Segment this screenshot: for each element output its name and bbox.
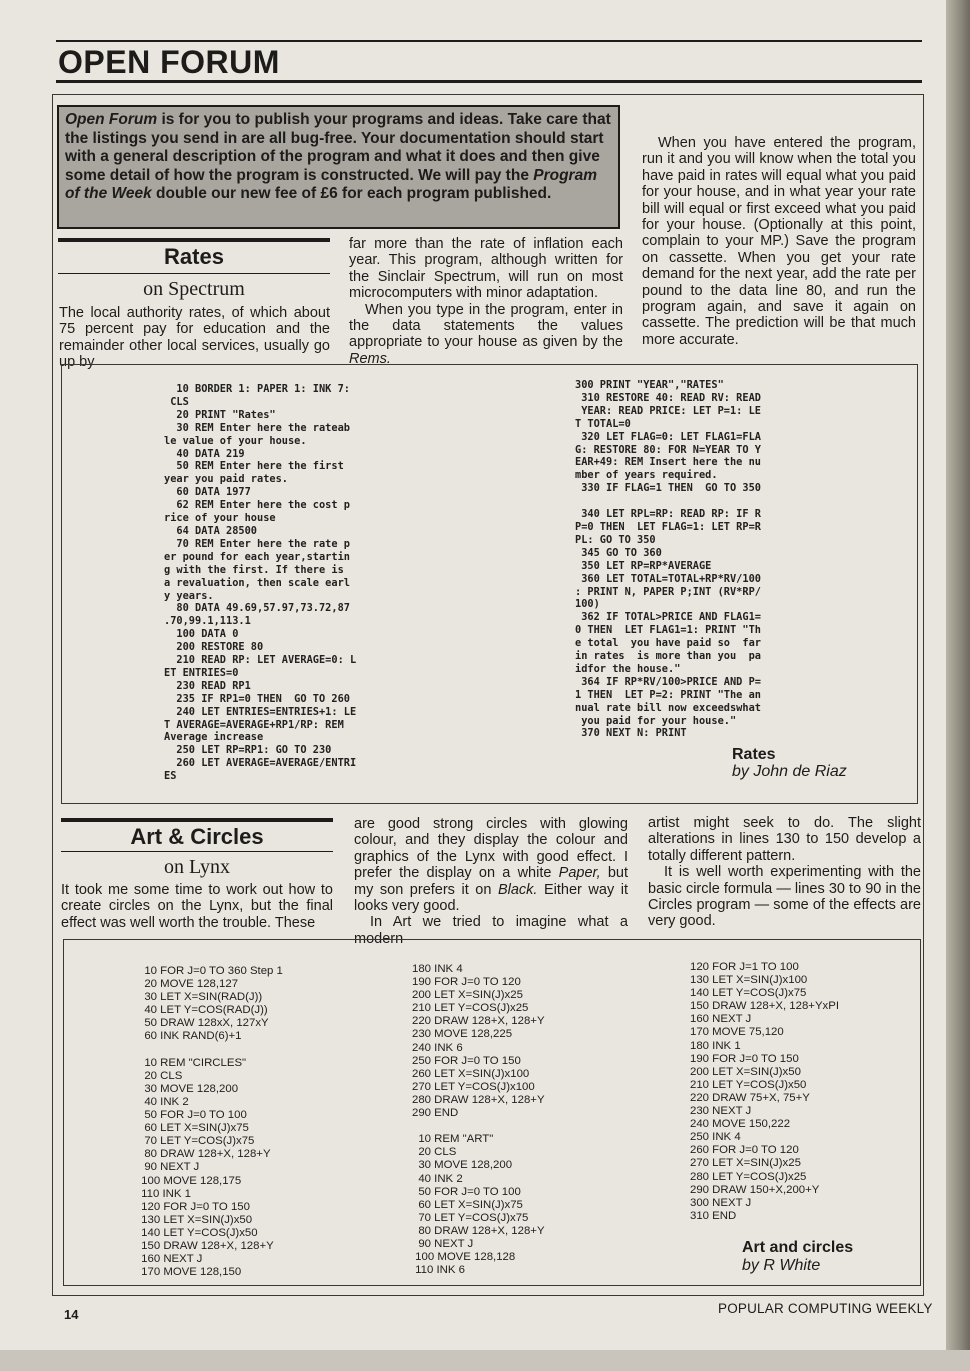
rates-listing-left: 10 BORDER 1: PAPER 1: INK 7: CLS 20 PRINT "Rates" 30 REM Enter here the rateab le value of your house. 40 DATA 219 50 REM Enter here the first year you paid rates. 60 DATA 1977 62 REM Enter here the cost p rice of your house 64 DATA 28500 70 REM Enter here the rate p er pound for each year,startin g with the first. If there is a revaluation, then scale earl y years. 80 DATA 49.69,57.97,73.72,87 .70,99.1,113.1 100 DATA 0 200 RESTORE 80 210 READ RP: LET AVERAGE=0: L ET ENTRIES=0 230 READ RP1 235 IF RP1=0 THEN GO TO 260 240 LET ENTRIES=ENTRIES+1: LE T AVERAGE=AVERAGE+RP1/RP: REM Average increase 250 LET RP=RP1: GO TO 230 260 LET AVERAGE=AVERAGE/ENTRI ES: [164, 383, 357, 783]
intro-lead: Open Forum: [65, 111, 158, 128]
page-bottom-edge: [0, 1350, 970, 1371]
art-col2-p1c: Either way it looks very good.: [354, 881, 629, 915]
header-rule: [56, 80, 922, 83]
intro-text-b: double our new fee of £6 for each program published.: [151, 185, 552, 202]
art-listing-col2: 180 INK 4 190 FOR J=0 TO 120 200 LET X=SIN(J)x25 210 LET Y=COS(J)x25 220 DRAW 128+X, 128+Y 230 MOVE 128,225 240 INK 6 250 FOR J=0 TO 150 260 LET X=SIN(J)x100 270 LET Y=COS(J)x100 280 DRAW 128+X, 128+Y 290 END 10 REM "ART" 20 CLS 30 MOVE 128,200 40 INK 2 50 FOR J=0 TO 100 60 LET X=SIN(J)x75 70 LET Y=COS(J)x75 80 DRAW 128+X, 128+Y 90 NEXT J 100 MOVE 128,128 110 INK 6: [412, 963, 545, 1277]
art-column-3: [648, 815, 921, 930]
art-col3-p2: It is well worth experimenting with the basic circle formula — lines 30 to 90 in the Circles program — some of the effects are very good.: [648, 864, 921, 930]
art-heading-rule: [61, 818, 333, 822]
art-col3-p1: artist might seek to do. The slight alterations in lines 130 to 150 develop a totally different pattern.: [648, 815, 921, 864]
art-credit-author: by R White: [742, 1257, 821, 1274]
binding-edge: [946, 0, 970, 1371]
art-title-rule: [61, 851, 333, 852]
art-col2-paper: Paper,: [558, 865, 601, 882]
rates-col2-rems: Rems.: [349, 350, 391, 367]
rates-col2-p2: When you type in the program, enter in the data statements the values appropriate to your house as given by the: [349, 301, 623, 351]
intro-text-a: is for you to publish your programs and ideas. Take care that the listings you send in are all bug-free. Your documentation should start with a general description of the program and what it does and then give some detail of how the program is constructed. We will pay the: [65, 111, 611, 184]
top-rule: [56, 40, 922, 42]
rates-col3-text: When you have entered the program, run it and you will know when the total you have paid in rates will equal what you paid for your house, and in what year your rate bill will equal or first exceed what you paid for your house. (Optionally at this point, complain to your MP.) Save the program on cassette. When you get your rate demand for the next year, add the rate per pound to the data line 80, and run the program again, and save it again on cassette. The prediction will be that much more accurate.: [642, 135, 916, 348]
art-col2-p2: In Art we tried to imagine what a modern: [354, 914, 628, 947]
intro-text: [65, 111, 615, 204]
art-column-2: [354, 816, 628, 947]
art-col2-p1b: but my son prefers it on: [354, 865, 628, 898]
rates-column-2: [349, 236, 623, 367]
page-title: OPEN FORUM: [58, 44, 280, 80]
art-listing-col1: 10 FOR J=0 TO 360 Step 1 20 MOVE 128,127 30 LET X=SIN(RAD(J)) 40 LET Y=COS(RAD(J)) 50 DRAW 128xX, 127xY 60 INK RAND(6)+1 10 REM "CIRCLES" 20 CLS 30 MOVE 128,200 40 INK 2 50 FOR J=0 TO 100 60 LET X=SIN(J)x75 70 LET Y=COS(J)x75 80 DRAW 128+X, 128+Y 90 NEXT J 100 MOVE 128,175 110 INK 1 120 FOR J=0 TO 150 130 LET X=SIN(J)x50 140 LET Y=COS(J)x50 150 DRAW 128+X, 128+Y 160 NEXT J 170 MOVE 128,150: [141, 965, 283, 1279]
art-column-1: It took me some time to work out how to create circles on the Lynx, but the final effect was well worth the trouble. These: [61, 882, 333, 931]
rates-column-1: The local authority rates, of which about 75 percent pay for education and the remainder other local services, usually go up by: [59, 305, 330, 371]
art-col2-black: Black.: [497, 881, 538, 898]
rates-column-3: [642, 135, 916, 348]
rates-title: Rates: [164, 244, 224, 269]
magazine-name: POPULAR COMPUTING WEEKLY: [718, 1301, 933, 1316]
page-number: 14: [64, 1307, 79, 1322]
art-subtitle: on Lynx: [163, 856, 231, 878]
rates-credit-author: by John de Riaz: [732, 763, 847, 780]
art-title: Art & Circles: [130, 824, 264, 849]
rates-title-rule: [58, 273, 330, 274]
art-credit-title: Art and circles: [742, 1239, 854, 1256]
rates-subtitle: on Spectrum: [143, 278, 245, 300]
intro-program-of-week: Program of the Week: [65, 166, 597, 202]
rates-heading-rule: [58, 238, 330, 242]
art-listing-col3: 120 FOR J=1 TO 100 130 LET X=SIN(J)x100 140 LET Y=COS(J)x75 150 DRAW 128+X, 128+YxPI 160 NEXT J 170 MOVE 75,120 180 INK 1 190 FOR J=0 TO 150 200 LET X=SIN(J)x50 210 LET Y=COS(J)x50 220 DRAW 75+X, 75+Y 230 NEXT J 240 MOVE 150,222 250 INK 4 260 FOR J=0 TO 120 270 LET X=SIN(J)x25 280 LET Y=COS(J)x25 290 DRAW 150+X,200+Y 300 NEXT J 310 END: [690, 961, 840, 1222]
rates-col2-p1: far more than the rate of inflation each year. This program, although written for the Sinclair Spectrum, will run on most microcomputers with minor adaptation.: [349, 236, 623, 302]
art-col2-p1a: are good strong circles with glowing colour, and they display the colour and graphics of the Lynx with good effect. I prefer the display on a white: [354, 816, 628, 882]
rates-credit-title: Rates: [732, 746, 776, 763]
rates-listing-right: 300 PRINT "YEAR","RATES" 310 RESTORE 40: READ RV: READ YEAR: READ PRICE: LET P=1: LE T TOTAL=0 320 LET FLAG=0: LET FLAG1=FLA G: RESTORE 80: FOR N=YEAR TO Y EAR+49: REM Insert here the nu mber of years required. 330 IF FLAG=1 THEN GO TO 350 340 LET RPL=RP: READ RP: IF R P=0 THEN LET FLAG=1: LET RP=R PL: GO TO 350 345 GO TO 360 350 LET RP=RP*AVERAGE 360 LET TOTAL=TOTAL+RP*RV/100 : PRINT N, PAPER P;INT (RV*RP/ 100) 362 IF TOTAL>PRICE AND FLAG1= 0 THEN LET FLAG1=1: PRINT "Th e total you have paid so far in rates is more than you pa idfor the house." 364 IF RP*RV/100>PRICE AND P= 1 THEN LET P=2: PRINT "The an nual rate bill now exceedswhat you paid for your house." 370 NEXT N: PRINT: [575, 379, 761, 740]
